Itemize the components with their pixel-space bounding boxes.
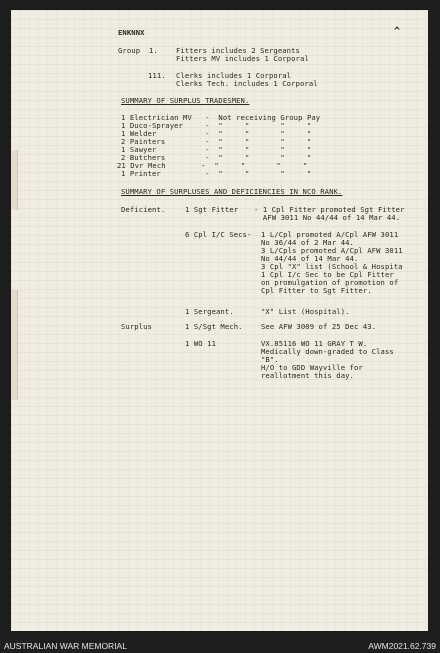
deficient-note: on promulgation of promotion of <box>261 278 399 287</box>
trade-line: 1 Sawyer - " " " " <box>121 145 312 154</box>
deficient-note: "X" List (Hospital). <box>261 307 350 316</box>
surplus-item: 1 WO 11 <box>185 339 216 348</box>
footer-bar <box>0 636 440 653</box>
deficient-item: 6 Cpl I/C Secs- <box>185 230 252 239</box>
deficient-note: No 36/44 of 2 Mar 44. <box>261 238 354 247</box>
group1-line: Fitters includes 2 Sergeants <box>176 46 300 55</box>
trade-line: 2 Butchers - " " " " <box>121 153 312 162</box>
surplus-note: Medically down-graded to Class <box>261 347 394 356</box>
trade-line: 1 Printer - " " " " <box>121 169 312 178</box>
group1-label: Group 1. <box>118 46 158 55</box>
footer-credit: AUSTRALIAN WAR MEMORIAL <box>4 641 127 651</box>
deficient-note: 3 L/Cpls promoted A/Cpl AFW 3011 <box>261 246 403 255</box>
trade-line: 21 Dvr Mech - " " " " <box>117 161 308 170</box>
trade-line: 2 Painters - " " " " <box>121 137 312 146</box>
deficient-note: 3 Cpl "X" list (School & Hospita <box>261 262 403 271</box>
deficient-item: 1 Sergeant. <box>185 307 234 316</box>
trade-line: 1 Duco-Sprayer - " " " " <box>121 121 312 130</box>
group3-label: 111. <box>148 71 166 80</box>
deficient-note: 1 L/Cpl promoted A/Cpl AFW 3011 <box>261 230 399 239</box>
document-page <box>11 10 428 631</box>
deficient-note: 1 Cpl I/c Sec to be Cpl Fitter <box>261 270 394 279</box>
group1-line: Fitters MV includes 1 Corporal <box>176 54 309 63</box>
surplus-note: reallotment this day. <box>261 371 354 380</box>
page-edge-tear <box>11 150 18 210</box>
footer-accession-number: AWM2021.62.739 <box>368 641 436 651</box>
trade-line: 1 Electrician MV - Not receiving Group Pay <box>121 113 321 122</box>
doc-heading: ENKNNX <box>118 28 145 37</box>
nco-summary-title: SUMMARY OF SURPLUSES AND DEFICIENCIES IN NCO RANK. <box>121 187 343 196</box>
surplus-note: H/O to GDD Wayville for <box>261 363 363 372</box>
deficient-note: No 44/44 of 14 Mar 44. <box>261 254 359 263</box>
surplus-note: VX.85116 WO 11 GRAY T W. <box>261 339 368 348</box>
surplus-tradesmen-title: SUMMARY OF SURPLUS TRADESMEN. <box>121 96 250 105</box>
deficient-note: - 1 Cpl Fitter promoted Sgt Fitter <box>254 205 405 214</box>
deficient-item: 1 Sgt Fitter <box>185 205 239 214</box>
handwritten-mark: ^ <box>393 26 400 37</box>
trade-line: 1 Welder - " " " " <box>121 129 312 138</box>
page-edge-tear <box>11 290 18 400</box>
surplus-note: "B". <box>261 355 279 364</box>
surplus-note: See AFW 3009 of 25 Dec 43. <box>261 322 377 331</box>
deficient-note: AFW 3011 No 44/44 of 14 Mar 44. <box>254 213 401 222</box>
group3-line: Clerks includes 1 Corporal <box>176 71 292 80</box>
deficient-note: Cpl Fitter to Sgt Fitter. <box>261 286 372 295</box>
group3-line: Clerks Tech. includes 1 Corporal <box>176 79 318 88</box>
surplus-item: 1 S/Sgt Mech. <box>185 322 243 331</box>
surplus-label: Surplus <box>121 322 152 331</box>
deficient-label: Deficient. <box>121 205 166 214</box>
